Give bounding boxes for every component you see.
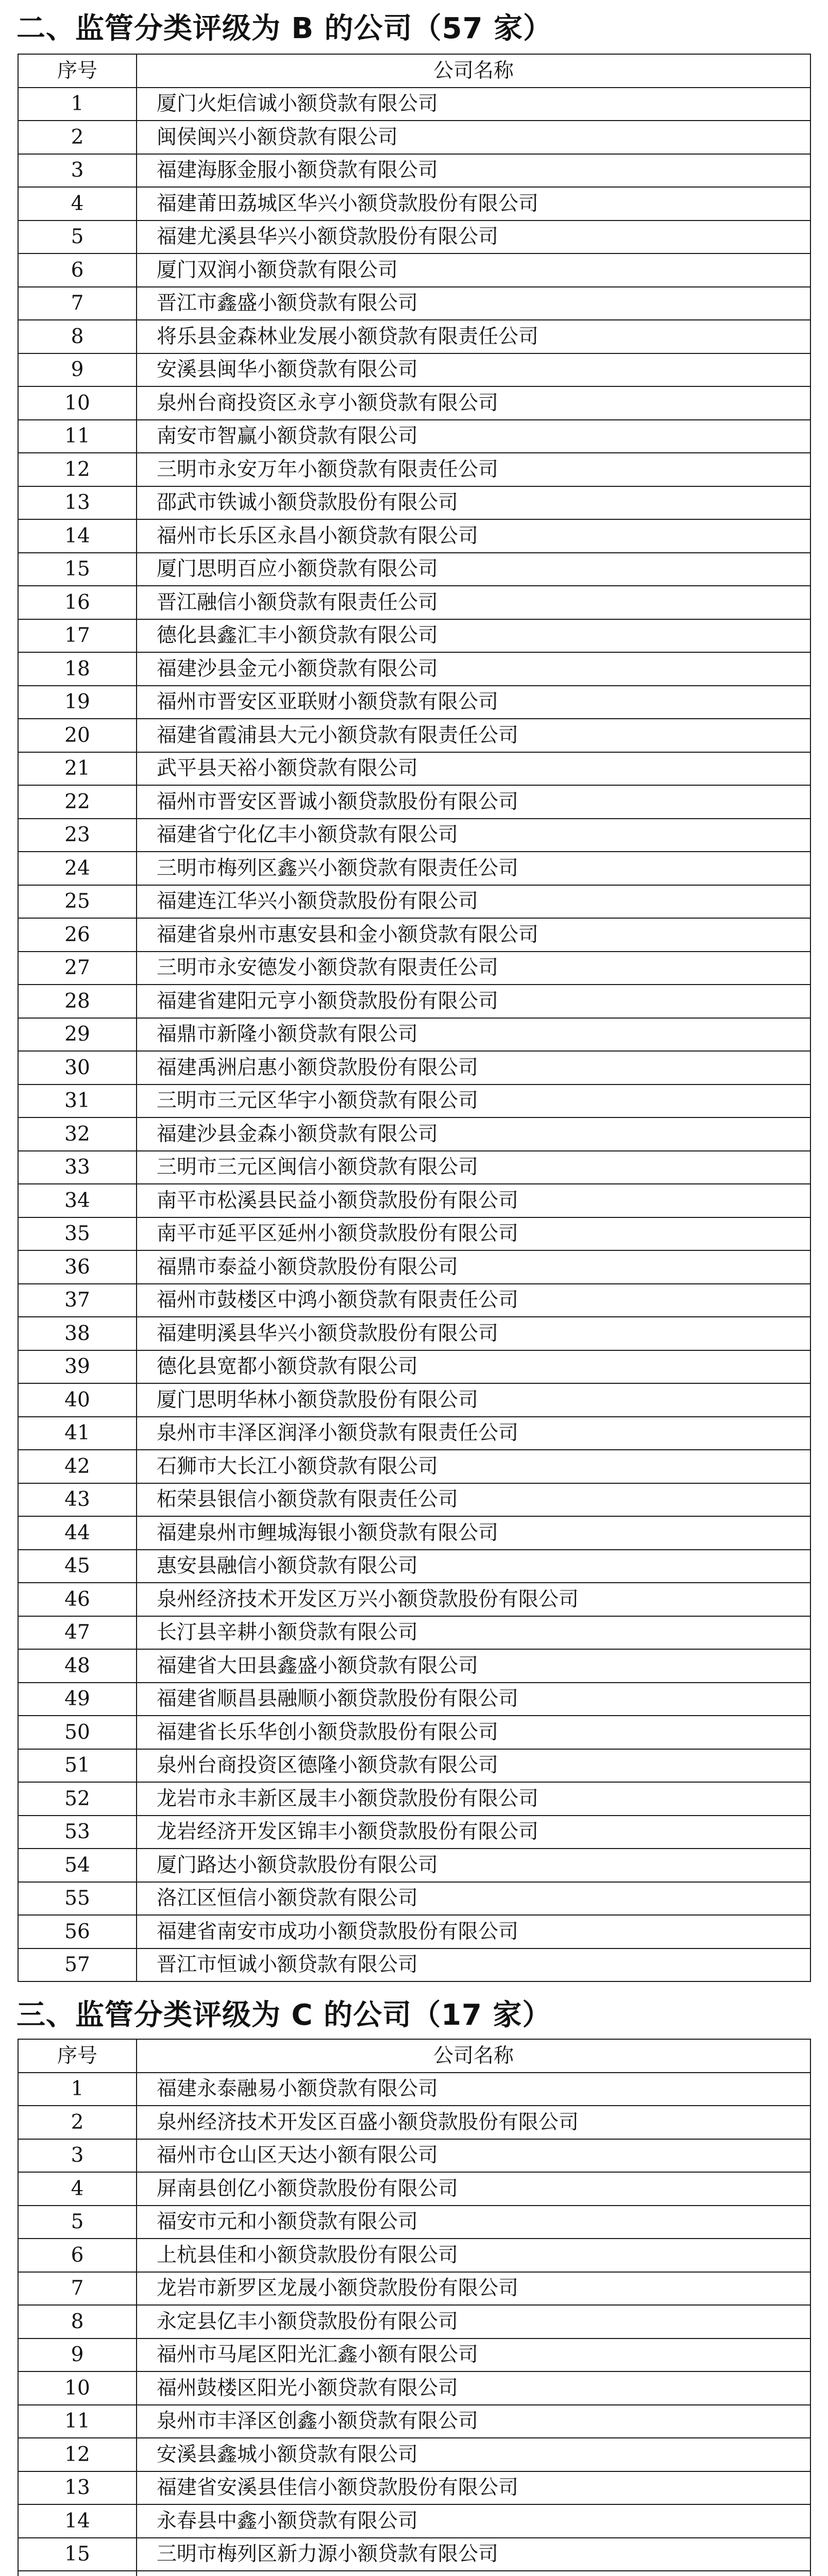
row-number: 2 (18, 121, 137, 154)
table-row (18, 952, 810, 985)
row-number: 48 (18, 1649, 137, 1683)
table-row (18, 1749, 810, 1783)
company-name: 安溪县闽华小额贷款有限公司 (137, 353, 810, 387)
row-number: 11 (18, 420, 137, 453)
row-number: 18 (18, 652, 137, 686)
company-name: 福州市马尾区阳光汇鑫小额有限公司 (137, 2338, 810, 2372)
company-name: 三明市永安德发小额贷款有限责任公司 (137, 952, 810, 985)
row-number: 24 (18, 852, 137, 885)
company-name: 南平市延平区延州小额贷款股份有限公司 (137, 1217, 810, 1251)
company-name: 福建泉州市鲤城海银小额贷款有限公司 (137, 1516, 810, 1550)
company-name: 将乐县金森林业发展小额贷款有限责任公司 (137, 320, 810, 353)
table-row (18, 2338, 810, 2372)
table-row (18, 1948, 810, 1982)
row-number: 7 (18, 287, 137, 320)
row-number: 9 (18, 2338, 137, 2372)
row-number: 4 (18, 2172, 137, 2206)
company-name: 三明市三元区闽信小额贷款有限公司 (137, 1151, 810, 1184)
row-number: 27 (18, 952, 137, 985)
company-name: 福建尤溪县华兴小额贷款股份有限公司 (137, 221, 810, 254)
company-name: 福州市仓山区天达小额有限公司 (137, 2139, 810, 2173)
table-row (18, 2504, 810, 2538)
company-name: 永定县亿丰小额贷款股份有限公司 (137, 2305, 810, 2338)
table-row (18, 88, 810, 121)
table-row (18, 1683, 810, 1716)
row-number: 1 (18, 2073, 137, 2106)
row-number: 41 (18, 1417, 137, 1450)
table-row (18, 1051, 810, 1084)
table-row (18, 2405, 810, 2438)
row-number: 11 (18, 2405, 137, 2438)
company-name: 福安市元和小额贷款有限公司 (137, 2206, 810, 2239)
company-name: 长汀县辛耕小额贷款有限公司 (137, 1616, 810, 1650)
table-row (18, 1915, 810, 1948)
table-row (18, 187, 810, 221)
row-number: 13 (18, 486, 137, 520)
table-header-row (18, 54, 810, 88)
table-row (18, 2571, 810, 2576)
table-row (18, 1716, 810, 1749)
company-name: 泉州市丰泽区润泽小额贷款有限责任公司 (137, 1417, 810, 1450)
table-row (18, 785, 810, 819)
row-number: 8 (18, 320, 137, 353)
row-number: 31 (18, 1084, 137, 1118)
row-number: 7 (18, 2272, 137, 2306)
row-number: 3 (18, 154, 137, 188)
table-row (18, 1317, 810, 1350)
section-b-title: 二、监管分类评级为 B 的公司（57 家） (16, 12, 553, 45)
company-name: 晋江市鑫盛小额贷款有限公司 (137, 287, 810, 320)
table-row (18, 287, 810, 320)
header-num: 序号 (18, 54, 137, 88)
company-name: 三明市梅列区鑫兴小额贷款有限责任公司 (137, 852, 810, 885)
company-name: 福州市晋安区亚联财小额贷款有限公司 (137, 686, 810, 719)
section-b-rows (18, 88, 810, 1982)
company-name: 福建禹洲启惠小额贷款股份有限公司 (137, 1051, 810, 1084)
row-number: 28 (18, 985, 137, 1018)
row-number: 15 (18, 553, 137, 586)
row-number: 16 (18, 586, 137, 619)
company-name: 柘荣县银信小额贷款有限责任公司 (137, 1483, 810, 1517)
company-name: 福州市长乐区永昌小额贷款有限公司 (137, 519, 810, 553)
company-name: 泉州台商投资区永亨小额贷款有限公司 (137, 386, 810, 420)
table-row (18, 353, 810, 387)
row-number: 20 (18, 719, 137, 752)
row-number: 5 (18, 221, 137, 254)
company-name: 福建省泉州市惠安县和金小额贷款有限公司 (137, 918, 810, 952)
company-name: 洛江区恒信小额贷款有限公司 (137, 1882, 810, 1916)
table-row (18, 2371, 810, 2405)
table-row (18, 1018, 810, 1052)
row-number: 26 (18, 918, 137, 952)
company-name: 福建永泰融易小额贷款有限公司 (137, 2073, 810, 2106)
table-row (18, 1084, 810, 1118)
row-number: 29 (18, 1018, 137, 1052)
table-row (18, 2139, 810, 2173)
table-row (18, 453, 810, 486)
table-row (18, 1649, 810, 1683)
table-row (18, 1184, 810, 1217)
row-number: 54 (18, 1849, 137, 1882)
table-row (18, 719, 810, 752)
row-number: 17 (18, 619, 137, 653)
company-name: 福鼎市新隆小额贷款有限公司 (137, 1018, 810, 1052)
company-name: 石狮市大长江小额贷款有限公司 (137, 1450, 810, 1483)
company-name: 厦门思明华林小额贷款股份有限公司 (137, 1383, 810, 1417)
table-row (18, 1516, 810, 1550)
table-row (18, 885, 810, 919)
table-row (18, 852, 810, 885)
table-row (18, 1550, 810, 1583)
company-name: 福建省霞浦县大元小额贷款有限责任公司 (137, 719, 810, 752)
row-number: 4 (18, 187, 137, 221)
table-row (18, 1350, 810, 1384)
company-name: 福建省长乐华创小额贷款股份有限公司 (137, 1716, 810, 1749)
table-row (18, 918, 810, 952)
company-name: 南平市松溪县民益小额贷款股份有限公司 (137, 1184, 810, 1217)
company-name: 福建省大田县鑫盛小额贷款有限公司 (137, 1649, 810, 1683)
row-number: 10 (18, 2371, 137, 2405)
company-name: 泉州台商投资区德隆小额贷款有限公司 (137, 1749, 810, 1783)
company-name: 福建省安溪县佳信小额贷款股份有限公司 (137, 2471, 810, 2505)
company-name: 三明市三元区华宇小额贷款有限公司 (137, 1084, 810, 1118)
section-c-rows (18, 2073, 810, 2576)
row-number: 53 (18, 1816, 137, 1849)
row-number: 32 (18, 1117, 137, 1151)
table-row (18, 2106, 810, 2139)
table-row (18, 1882, 810, 1916)
table-row (18, 2471, 810, 2505)
row-number: 46 (18, 1583, 137, 1616)
table-row (18, 586, 810, 619)
company-name: 厦门火炬信诚小额贷款有限公司 (137, 88, 810, 121)
row-number: 45 (18, 1550, 137, 1583)
company-name: 泉州经济技术开发区百盛小额贷款股份有限公司 (137, 2106, 810, 2139)
row-number: 14 (18, 519, 137, 553)
row-number: 49 (18, 1683, 137, 1716)
row-number: 39 (18, 1350, 137, 1384)
table-row (18, 652, 810, 686)
company-name: 邵武市铁诚小额贷款股份有限公司 (137, 486, 810, 520)
company-name: 福建省建阳元亨小额贷款股份有限公司 (137, 985, 810, 1018)
row-number: 44 (18, 1516, 137, 1550)
row-number: 43 (18, 1483, 137, 1517)
row-number: 10 (18, 386, 137, 420)
row-number: 19 (18, 686, 137, 719)
table-row (18, 486, 810, 520)
row-number: 57 (18, 1948, 137, 1982)
company-name: 永春县中鑫小额贷款有限公司 (137, 2504, 810, 2538)
table-row (18, 686, 810, 719)
row-number: 35 (18, 1217, 137, 1251)
table-row (18, 1117, 810, 1151)
row-number: 33 (18, 1151, 137, 1184)
row-number: 42 (18, 1450, 137, 1483)
table-row (18, 1217, 810, 1251)
company-name: 晋江融信小额贷款有限责任公司 (137, 586, 810, 619)
table-row (18, 386, 810, 420)
company-name: 安溪县鑫城小额贷款有限公司 (137, 2438, 810, 2471)
company-name: 泉州经济技术开发区万兴小额贷款股份有限公司 (137, 1583, 810, 1616)
company-name: 龙岩市新罗区龙晟小额贷款股份有限公司 (137, 2272, 810, 2306)
table-row (18, 2073, 810, 2106)
table-row (18, 1782, 810, 1816)
row-number: 12 (18, 2438, 137, 2471)
table-row (18, 1284, 810, 1317)
company-name: 龙岩经济开发区锦丰小额贷款股份有限公司 (137, 1816, 810, 1849)
company-name (137, 2571, 810, 2576)
company-name: 惠安县融信小额贷款有限公司 (137, 1550, 810, 1583)
row-number: 55 (18, 1882, 137, 1916)
row-number: 40 (18, 1383, 137, 1417)
row-number: 15 (18, 2538, 137, 2571)
row-number: 34 (18, 1184, 137, 1217)
row-number: 6 (18, 253, 137, 287)
header-name: 公司名称 (137, 2039, 810, 2073)
table-row (18, 253, 810, 287)
table-row (18, 2438, 810, 2471)
table-header-row (18, 2039, 810, 2073)
row-number (18, 2571, 137, 2576)
row-number: 21 (18, 752, 137, 786)
row-number: 8 (18, 2305, 137, 2338)
table-row (18, 121, 810, 154)
table-row (18, 2172, 810, 2206)
company-name: 厦门双润小额贷款有限公司 (137, 253, 810, 287)
row-number: 30 (18, 1051, 137, 1084)
table-row (18, 553, 810, 586)
table-row (18, 1151, 810, 1184)
row-number: 13 (18, 2471, 137, 2505)
company-name: 福建省南安市成功小额贷款股份有限公司 (137, 1915, 810, 1948)
company-name: 福州鼓楼区阳光小额贷款有限公司 (137, 2371, 810, 2405)
table-row (18, 1816, 810, 1849)
company-name: 福建明溪县华兴小额贷款股份有限公司 (137, 1317, 810, 1350)
table-row (18, 619, 810, 653)
table-row (18, 2305, 810, 2338)
header-name: 公司名称 (137, 54, 810, 88)
row-number: 6 (18, 2239, 137, 2272)
section-b-table (18, 54, 811, 1982)
company-name: 厦门路达小额贷款股份有限公司 (137, 1849, 810, 1882)
row-number: 47 (18, 1616, 137, 1650)
table-row (18, 2272, 810, 2306)
company-name: 福建连江华兴小额贷款股份有限公司 (137, 885, 810, 919)
table-row (18, 320, 810, 353)
header-num: 序号 (18, 2039, 137, 2073)
section-c-title: 三、监管分类评级为 C 的公司（17 家） (16, 1998, 552, 2032)
table-row (18, 2239, 810, 2272)
table-row (18, 2538, 810, 2571)
company-name: 福鼎市泰益小额贷款股份有限公司 (137, 1250, 810, 1284)
row-number: 52 (18, 1782, 137, 1816)
row-number: 23 (18, 819, 137, 852)
company-name: 屏南县创亿小额贷款股份有限公司 (137, 2172, 810, 2206)
table-row (18, 819, 810, 852)
table-row (18, 1849, 810, 1882)
table-row (18, 1450, 810, 1483)
company-name: 福建省顺昌县融顺小额贷款股份有限公司 (137, 1683, 810, 1716)
company-name: 泉州市丰泽区创鑫小额贷款有限公司 (137, 2405, 810, 2438)
section-c-table (18, 2039, 811, 2576)
table-row (18, 420, 810, 453)
table-row (18, 154, 810, 188)
company-name: 南安市智赢小额贷款有限公司 (137, 420, 810, 453)
table-row (18, 1250, 810, 1284)
row-number: 50 (18, 1716, 137, 1749)
row-number: 2 (18, 2106, 137, 2139)
row-number: 38 (18, 1317, 137, 1350)
table-row (18, 985, 810, 1018)
table-row (18, 2206, 810, 2239)
row-number: 37 (18, 1284, 137, 1317)
table-row (18, 1417, 810, 1450)
table-row (18, 1583, 810, 1616)
table-row (18, 1383, 810, 1417)
table-row (18, 752, 810, 786)
company-name: 福建莆田荔城区华兴小额贷款股份有限公司 (137, 187, 810, 221)
row-number: 5 (18, 2206, 137, 2239)
company-name: 三明市永安万年小额贷款有限责任公司 (137, 453, 810, 486)
company-name: 福州市晋安区晋诚小额贷款股份有限公司 (137, 785, 810, 819)
company-name: 三明市梅列区新力源小额贷款有限公司 (137, 2538, 810, 2571)
company-name: 德化县鑫汇丰小额贷款有限公司 (137, 619, 810, 653)
table-row (18, 519, 810, 553)
row-number: 36 (18, 1250, 137, 1284)
company-name: 闽侯闽兴小额贷款有限公司 (137, 121, 810, 154)
row-number: 14 (18, 2504, 137, 2538)
row-number: 22 (18, 785, 137, 819)
company-name: 福建沙县金元小额贷款有限公司 (137, 652, 810, 686)
table-row (18, 1616, 810, 1650)
row-number: 1 (18, 88, 137, 121)
company-name: 武平县天裕小额贷款有限公司 (137, 752, 810, 786)
company-name: 福建海豚金服小额贷款有限公司 (137, 154, 810, 188)
row-number: 9 (18, 353, 137, 387)
company-name: 厦门思明百应小额贷款有限公司 (137, 553, 810, 586)
company-name: 上杭县佳和小额贷款股份有限公司 (137, 2239, 810, 2272)
table-row (18, 221, 810, 254)
company-name: 福州市鼓楼区中鸿小额贷款有限责任公司 (137, 1284, 810, 1317)
company-name: 德化县宽都小额贷款有限公司 (137, 1350, 810, 1384)
row-number: 51 (18, 1749, 137, 1783)
row-number: 12 (18, 453, 137, 486)
row-number: 3 (18, 2139, 137, 2173)
table-row (18, 1483, 810, 1517)
company-name: 福建省宁化亿丰小额贷款有限公司 (137, 819, 810, 852)
company-name: 晋江市恒诚小额贷款有限公司 (137, 1948, 810, 1982)
row-number: 25 (18, 885, 137, 919)
row-number: 56 (18, 1915, 137, 1948)
company-name: 龙岩市永丰新区晟丰小额贷款股份有限公司 (137, 1782, 810, 1816)
company-name: 福建沙县金森小额贷款有限公司 (137, 1117, 810, 1151)
